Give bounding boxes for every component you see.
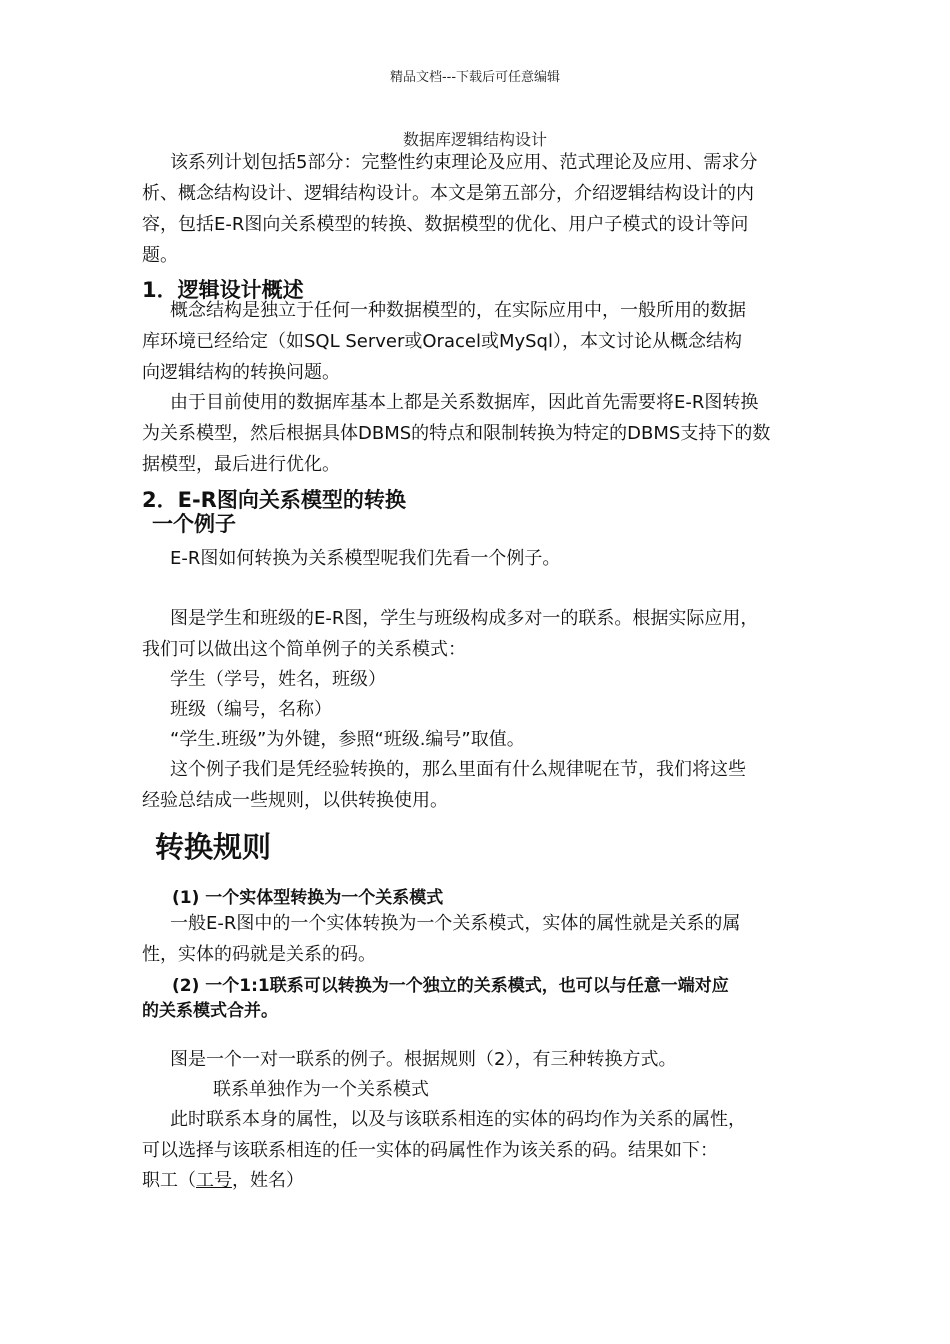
option1-title: 联系单独作为一个关系模式	[213, 1079, 429, 1100]
intro-line-4: 题。	[142, 245, 178, 266]
employee-schema	[142, 1171, 304, 1191]
option1-text-line-1: 此时联系本身的属性，以及与该联系相连的实体的码均作为关系的属性，	[170, 1109, 746, 1130]
option1-text-line-2: 可以选择与该联系相连的任一实体的码属性作为该关系的码。结果如下：	[142, 1140, 718, 1161]
intro-line-1: 该系列计划包括5部分：完整性约束理论及应用、范式理论及应用、需求分	[170, 152, 758, 173]
s1-para1-line-2: 库环境已经给定（如SQL Server或Oracel或MySql），本文讨论从概念结构	[142, 331, 742, 352]
employee-schema-prefix: 职工（	[142, 1170, 196, 1191]
s2-example-intro: E-R图如何转换为关系模型呢我们先看一个例子。	[170, 548, 561, 569]
rule2-text: 图是一个一对一联系的例子。根据规则（2），有三种转换方式。	[170, 1049, 677, 1070]
intro-line-3: 容，包括E-R图向关系模型的转换、数据模型的优化、用户子模式的设计等问	[142, 214, 749, 235]
s1-para2-line-3: 据模型，最后进行优化。	[142, 454, 340, 475]
s1-para2-line-2: 为关系模型，然后根据具体DBMS的特点和限制转换为特定的DBMS支持下的数	[142, 423, 771, 444]
rule2-title-line-1: (2) 一个1:1联系可以转换为一个独立的关系模式，也可以与任意一端对应	[172, 976, 729, 996]
s2-para2-line-1: 这个例子我们是凭经验转换的，那么里面有什么规律呢在节，我们将这些	[170, 759, 746, 780]
s1-para1-line-3: 向逻辑结构的转换问题。	[142, 362, 340, 383]
section2-heading: 2．E-R图向关系模型的转换	[142, 488, 406, 512]
rules-heading: 转换规则	[155, 830, 272, 864]
rule1-text-line-2: 性，实体的码就是关系的码。	[142, 944, 376, 965]
rule2-title-line-2: 的关系模式合并。	[142, 1001, 278, 1021]
section1-heading: 1．逻辑设计概述	[142, 278, 304, 302]
s1-para1-line-1: 概念结构是独立于任何一种数据模型的，在实际应用中，一般所用的数据	[170, 300, 746, 321]
s2-para1-line-2: 我们可以做出这个简单例子的关系模式：	[142, 639, 466, 660]
s2-para2-line-2: 经验总结成一些规则，以供转换使用。	[142, 790, 448, 811]
rule1-title: (1) 一个实体型转换为一个关系模式	[172, 888, 444, 908]
intro-line-2: 析、概念结构设计、逻辑结构设计。本文是第五部分，介绍逻辑结构设计的内	[142, 183, 754, 204]
employee-primary-key: 工号	[196, 1170, 232, 1191]
employee-schema-suffix: ，姓名）	[232, 1170, 304, 1191]
s2-para1-line-1: 图是学生和班级的E-R图，学生与班级构成多对一的联系。根据实际应用，	[170, 608, 759, 629]
document-title: 数据库逻辑结构设计	[402, 130, 547, 149]
section2-subheading: 一个例子	[152, 512, 236, 536]
schema-student: 学生（学号，姓名，班级）	[170, 669, 386, 690]
foreign-key-note: “学生.班级”为外键，参照“班级.编号”取值。	[170, 729, 525, 750]
rule1-text-line-1: 一般E-R图中的一个实体转换为一个关系模式，实体的属性就是关系的属	[170, 913, 741, 934]
page-header: 精品文档---下载后可任意编辑	[389, 70, 561, 85]
schema-class: 班级（编号，名称）	[170, 699, 332, 720]
s1-para2-line-1: 由于目前使用的数据库基本上都是关系数据库，因此首先需要将E-R图转换	[170, 392, 759, 413]
